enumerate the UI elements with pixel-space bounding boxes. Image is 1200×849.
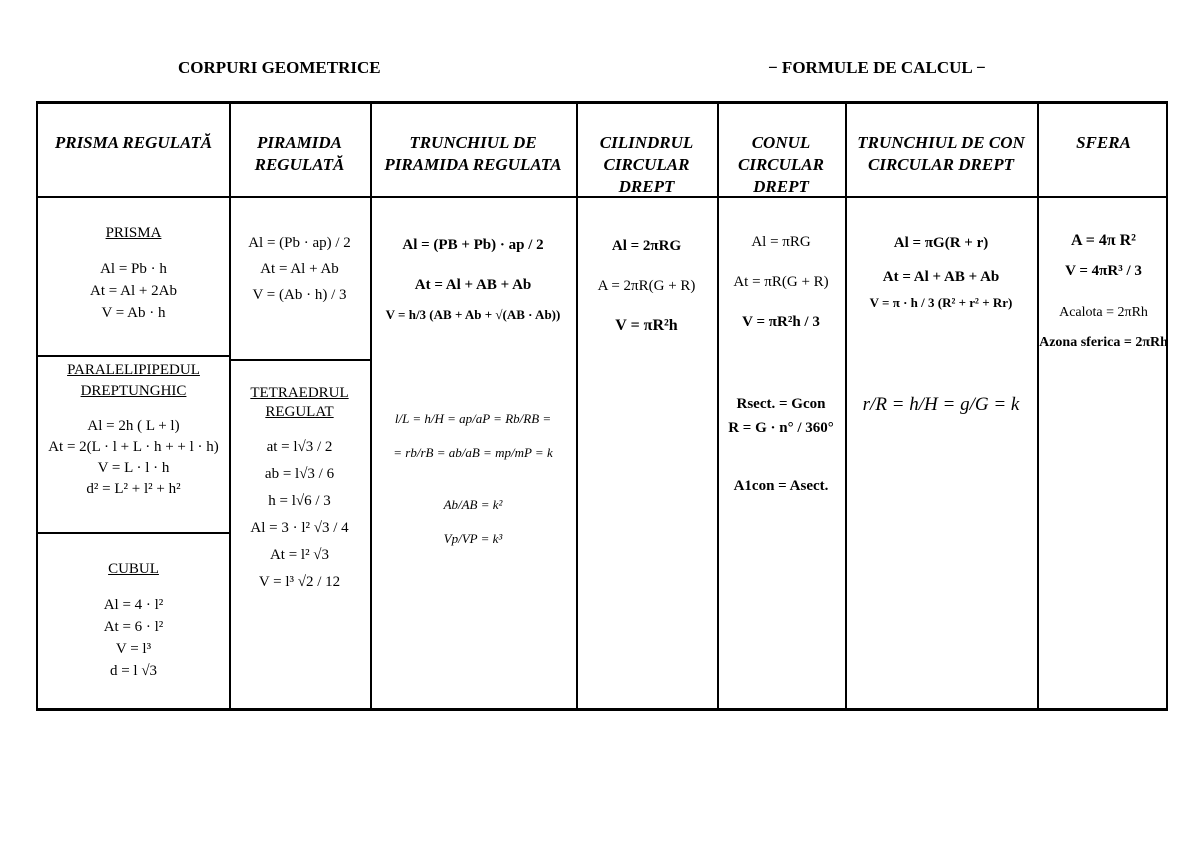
prisma-title: PRISMA (105, 225, 162, 241)
divider (229, 104, 231, 708)
paralelipiped-v: V = L · l · h (97, 460, 170, 476)
trunchi-con-al: Al = πG(R + r) (893, 235, 989, 251)
trunchi-con-at: At = Al + AB + Ab (882, 269, 1000, 285)
sfera-a: A = 4π R² (1071, 232, 1136, 249)
tetraedru-at-apotema: at = l√3 / 2 (266, 439, 333, 455)
cub-at: At = 6 · l² (103, 619, 164, 635)
paralelipiped-section (42, 360, 225, 500)
divider (1037, 104, 1039, 708)
trunchi-piramida-section (374, 230, 572, 330)
cub-v: V = l³ (115, 641, 152, 657)
header-piramida: PIRAMIDA REGULATĂ (254, 133, 345, 174)
piramida-at: At = Al + Ab (260, 261, 339, 277)
prisma-v: V = Ab · h (101, 305, 166, 321)
trunchi-piramida-ratios (374, 402, 572, 556)
sfera-v: V = 4πR³ / 3 (1065, 263, 1142, 279)
con-r: R = G · n° / 360° (728, 420, 834, 436)
sfera-azona: Azona sferica = 2πRh (1039, 335, 1168, 350)
trunchi-piramida-al: Al = (PB + Pb) · ap / 2 (402, 237, 544, 253)
header-sfera: SFERA (1076, 133, 1131, 152)
con-v: V = πR²h / 3 (742, 314, 820, 330)
section-divider (229, 359, 370, 361)
cilindru-a: A = 2πR(G + R) (597, 278, 696, 294)
trunchi-piramida-v: V = h/3 (AB + Ab + √(AB · Ab)) (385, 307, 561, 322)
right-title: − FORMULE DE CALCUL − (768, 58, 986, 77)
header-trunchi-piramida: TRUNCHIUL DE PIRAMIDA REGULATA (384, 133, 562, 174)
tetraedru-v: V = l³ √2 / 12 (258, 574, 341, 590)
trunchi-piramida-ratio-area: Ab/AB = k² (443, 497, 503, 512)
cilindru-al: Al = 2πRG (611, 238, 682, 254)
sfera-acalota: Acalota = 2πRh (1059, 305, 1148, 320)
tetraedru-section (233, 384, 366, 596)
con-al: Al = πRG (751, 234, 811, 250)
left-title: CORPURI GEOMETRICE (178, 58, 381, 77)
tetraedru-at: At = l² √3 (269, 547, 330, 563)
paralelipiped-title: PARALELIPIPEDUL DREPTUNGHIC (67, 362, 200, 399)
con-at: At = πR(G + R) (733, 274, 829, 290)
trunchi-piramida-ratio-vol: Vp/VP = k³ (443, 531, 503, 546)
formula-table (36, 101, 1168, 711)
piramida-al: Al = (Pb · ap) / 2 (248, 235, 351, 251)
prisma-at: At = Al + 2Ab (90, 283, 177, 299)
header-prisma: PRISMA REGULATĂ (54, 133, 213, 152)
divider (370, 104, 372, 708)
cub-d: d = l √3 (109, 663, 158, 679)
con-a1con: A1con = Asect. (733, 478, 829, 494)
tetraedru-al: Al = 3 · l² √3 / 4 (250, 520, 349, 536)
cub-section (38, 558, 229, 682)
cub-title: CUBUL (108, 561, 159, 577)
trunchi-con-v: V = π · h / 3 (R² + r² + Rr) (869, 295, 1013, 310)
trunchi-piramida-ratio2: = rb/rB = ab/aB = mp/mP = k (393, 445, 553, 460)
trunchi-con-ratio: r/R = h/H = g/G = k (862, 394, 1020, 415)
piramida-section (229, 230, 370, 308)
trunchi-con-section (845, 226, 1037, 312)
tetraedru-h: h = l√6 / 3 (268, 493, 331, 509)
sfera-section (1037, 226, 1170, 352)
tetraedru-ab-apotema: ab = l√3 / 6 (264, 466, 335, 482)
header-con: CONUL CIRCULAR DREPT (738, 133, 824, 196)
cilindru-section (576, 226, 717, 346)
tetraedru-title: TETRAEDRUL REGULAT (250, 385, 349, 420)
header-cilindru: CILINDRUL CIRCULAR DREPT (599, 133, 694, 196)
section-divider (38, 532, 229, 534)
trunchi-piramida-ratio1: l/L = h/H = ap/aP = Rb/RB = (394, 411, 552, 426)
prisma-al: Al = Pb · h (100, 261, 167, 277)
trunchi-piramida-at: At = Al + AB + Ab (414, 277, 532, 293)
con-sector-section (717, 392, 845, 498)
header-trunchi-con: TRUNCHIUL DE CON CIRCULAR DREPT (857, 133, 1025, 174)
paralelipiped-d: d² = L² + l² + h² (86, 481, 181, 497)
prisma-section (38, 222, 229, 324)
con-rsect: Rsect. = Gcon (736, 396, 826, 412)
paralelipiped-al: Al = 2h ( L + l) (87, 418, 180, 434)
paralelipiped-at: At = 2(L · l + L · h + + l · h) (48, 439, 219, 455)
con-section (717, 222, 845, 342)
cub-al: Al = 4 · l² (103, 597, 164, 613)
section-divider (38, 355, 229, 357)
piramida-v: V = (Ab · h) / 3 (252, 287, 347, 303)
cilindru-v: V = πR²h (615, 317, 678, 334)
